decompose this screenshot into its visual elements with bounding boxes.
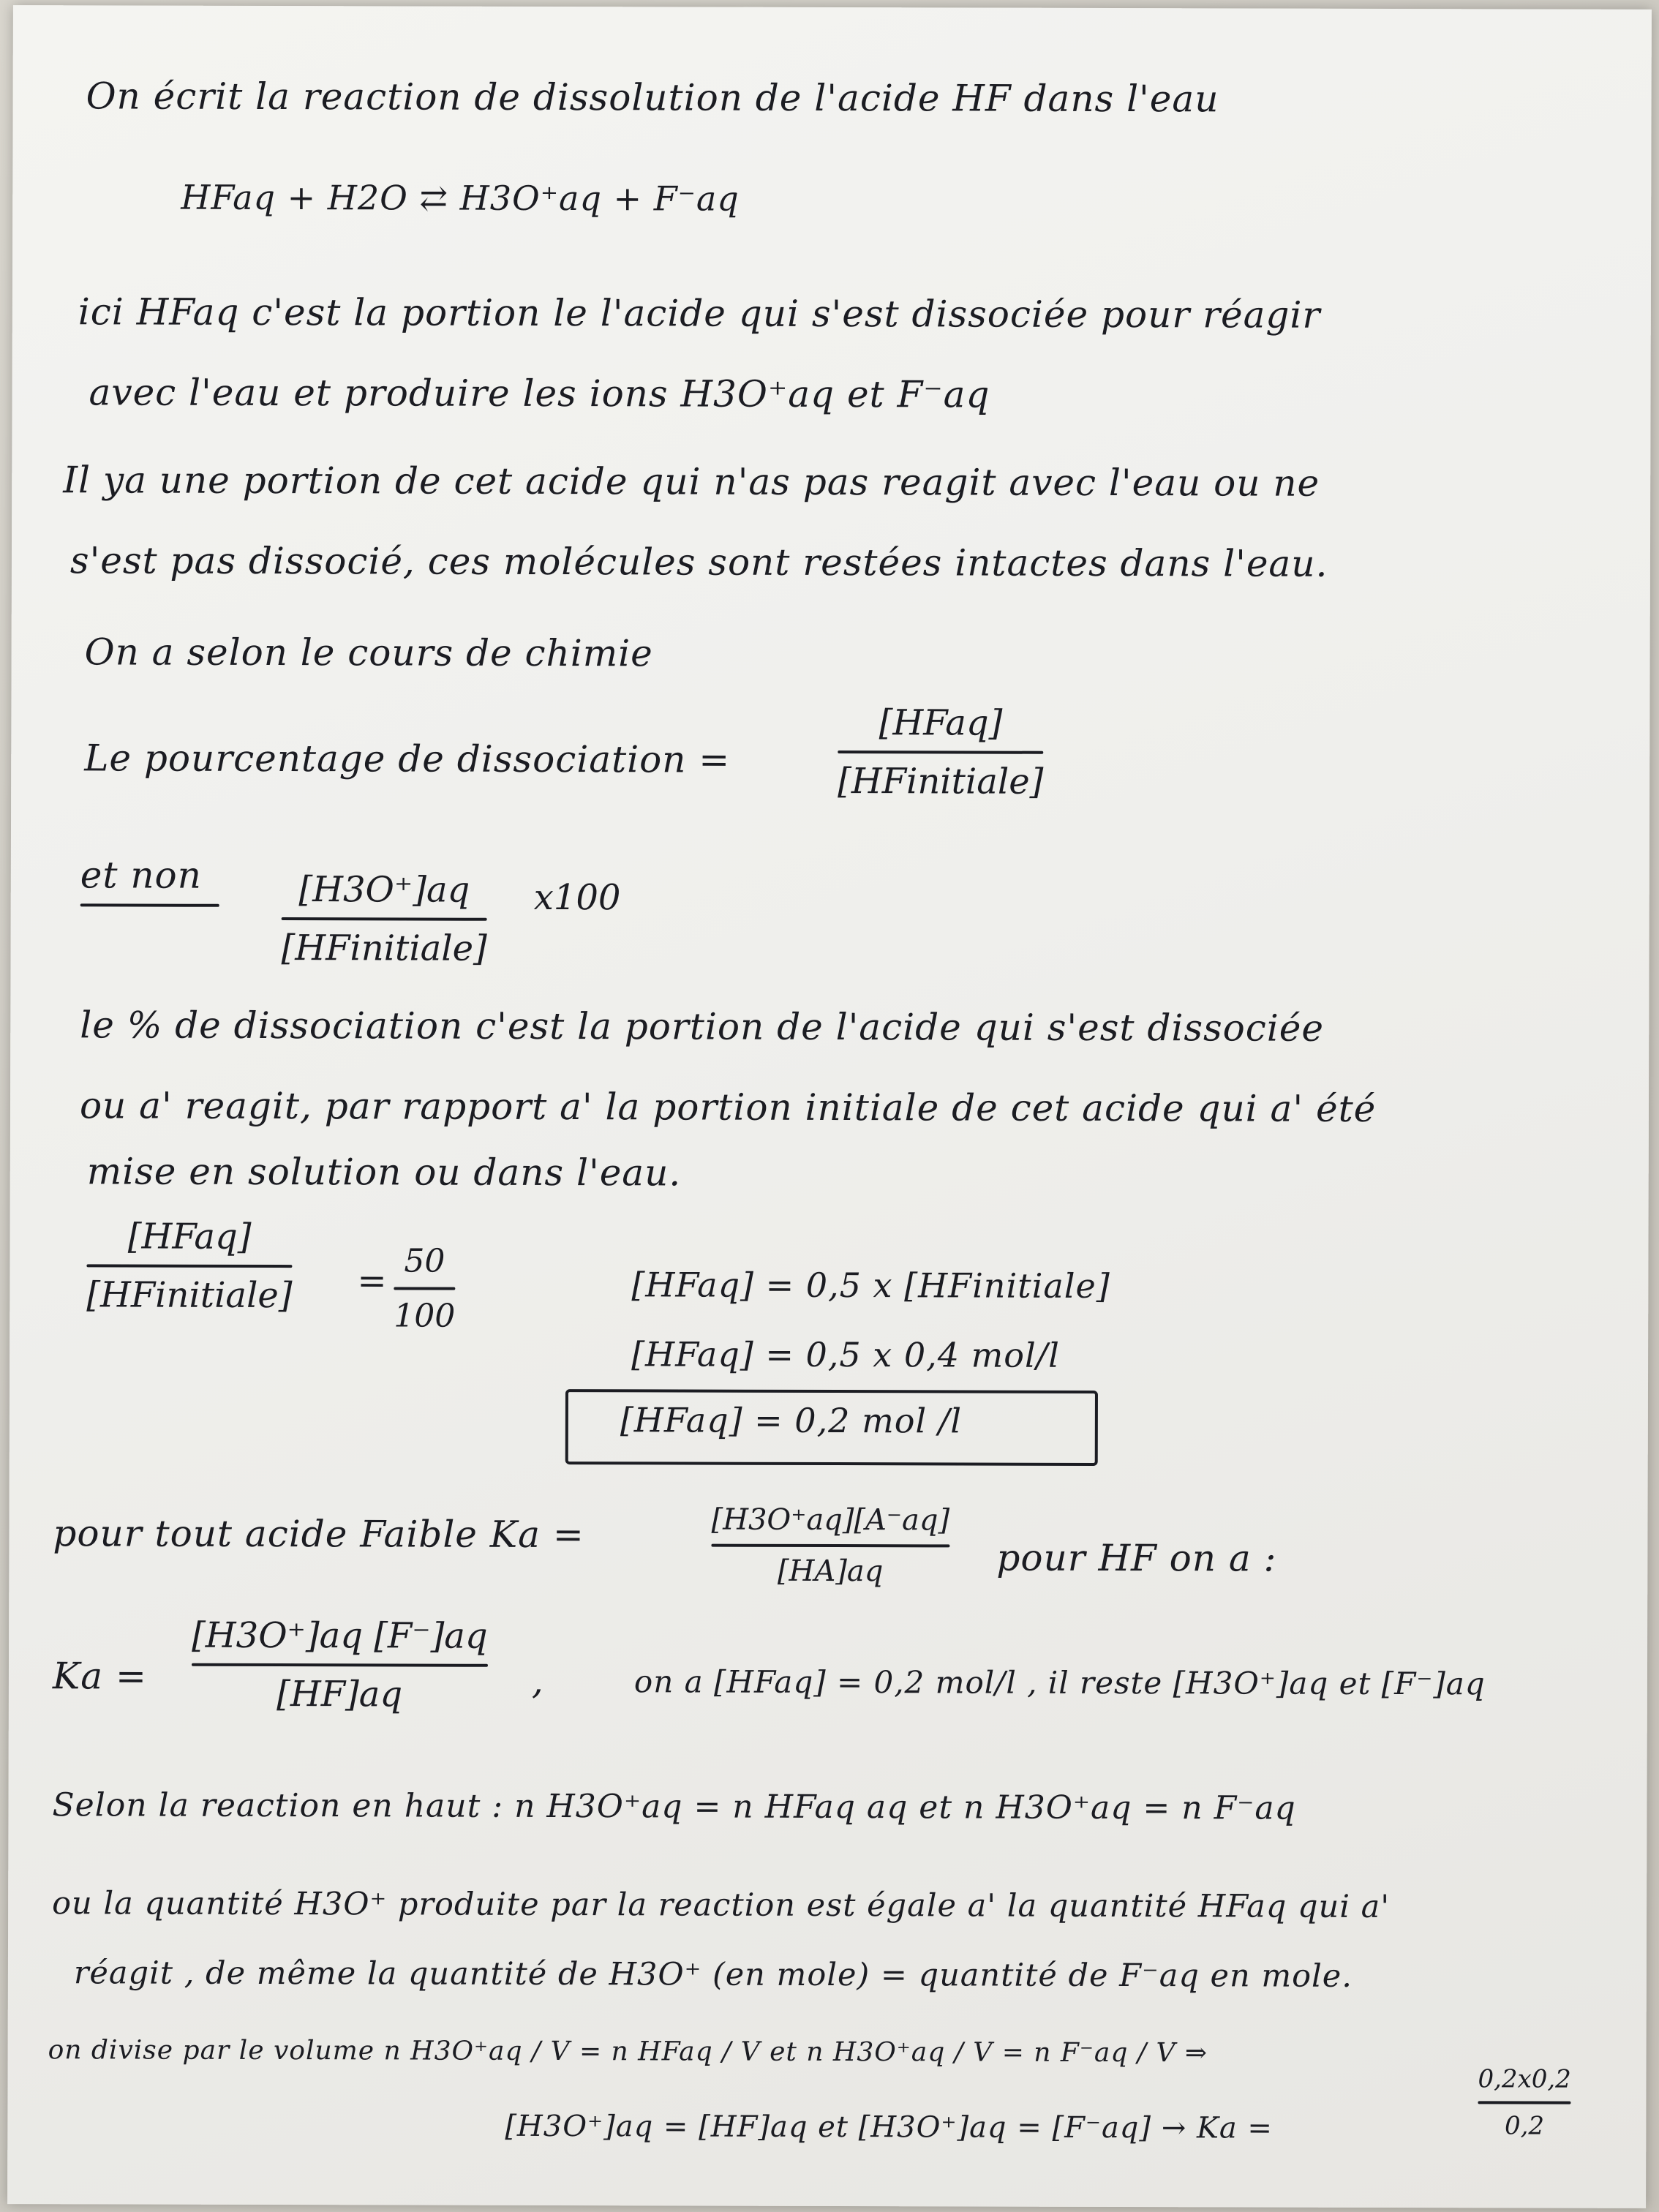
text-line-1: On écrit la reaction de dissolution de l'acide HF dans l'eau — [86, 75, 1219, 121]
text-line-22: [H3O⁺]aq = [HF]aq et [H3O⁺]aq = [F⁻aq] → Ka = — [505, 2109, 1274, 2145]
fraction-numerator: [H3O⁺]aq [F⁻]aq — [192, 1614, 488, 1657]
text-line-5: Il ya une portion de cet acide qui n'as pas reagit avec l'eau ou ne — [63, 459, 1320, 505]
text-line-20: réagit , de même la quantité de H3O⁺ (en mole) = quantité de F⁻aq en mole. — [73, 1955, 1353, 1995]
fraction-numerator: 0,2x0,2 — [1478, 2064, 1571, 2094]
fraction-numerator: 50 — [404, 1242, 445, 1280]
equals-sign: = — [357, 1260, 387, 1302]
fraction-ka-general — [711, 1503, 949, 1589]
fraction-denominator: 0,2 — [1504, 2111, 1545, 2141]
fraction-h3o-over-initial — [281, 869, 487, 969]
underline-et-non — [80, 903, 219, 906]
fraction-ka-hf — [192, 1615, 488, 1715]
fraction-numerator: [HFaq] — [879, 702, 1003, 744]
text-line-10: le % de dissociation c'est la portion de l'acide qui s'est dissociée — [80, 1004, 1325, 1050]
text-line-8: Le pourcentage de dissociation = — [84, 737, 731, 781]
text-line-17: on a [HFaq] = 0,2 mol/l , il reste [H3O⁺]aq et [F⁻]aq — [633, 1663, 1486, 1702]
text-line-19: ou la quantité H3O⁺ produite par la reaction est égale a' la quantité HFaq qui a' — [52, 1885, 1391, 1926]
fraction-bar — [394, 1287, 455, 1290]
fraction-bar — [192, 1663, 488, 1667]
text-line-18: Selon la reaction en haut : n H3O⁺aq = n HFaq aq et n H3O⁺aq = n F⁻aq — [52, 1786, 1296, 1827]
comma: , — [531, 1659, 544, 1702]
fraction-numerator: [HFaq] — [127, 1216, 252, 1257]
fraction-hfaq-over-initial — [86, 1216, 293, 1316]
fraction-dissociation — [838, 702, 1044, 802]
text-line-14: [HFaq] = 0,5 x 0,4 mol/l — [631, 1334, 1061, 1375]
fraction-bar — [1478, 2101, 1570, 2104]
fraction-numerator: [H3O⁺aq][A⁻aq] — [711, 1502, 950, 1538]
text-line-16b: pour HF on a : — [996, 1536, 1277, 1580]
paper-sheet — [7, 5, 1652, 2208]
text-line-21: on divise par le volume n H3O⁺aq / V = n HFaq / V et n H3O⁺aq / V = n F⁻aq / V ⇒ — [48, 2035, 1208, 2069]
fraction-denominator: [HFinitiale] — [838, 761, 1044, 802]
text-et-non: et non — [80, 854, 202, 897]
text-line-12: mise en solution ou dans l'eau. — [86, 1150, 682, 1195]
fraction-ka-value — [1478, 2064, 1571, 2140]
fraction-denominator: [HA]aq — [777, 1554, 884, 1589]
fraction-denominator: [HF]aq — [276, 1674, 403, 1715]
fraction-bar — [282, 917, 487, 921]
fraction-denominator: [HFinitiale] — [86, 1274, 293, 1317]
text-line-6: s'est pas dissocié, ces molécules sont restées intactes dans l'eau. — [69, 539, 1328, 585]
text-line-7: On a selon le cours de chimie — [84, 631, 653, 675]
boxed-result: [HFaq] = 0,2 mol /l — [620, 1400, 963, 1441]
text-line-4: avec l'eau et produire les ions H3O⁺aq et F⁻aq — [89, 371, 990, 416]
text-ka: Ka = — [52, 1655, 147, 1698]
fraction-numerator: [H3O⁺]aq — [298, 869, 470, 911]
fraction-50-over-100 — [394, 1242, 455, 1334]
text-line-13: [HFaq] = 0,5 x [HFinitiale] — [631, 1265, 1110, 1306]
fraction-bar — [711, 1544, 949, 1548]
text-line-16a: pour tout acide Faible Ka = — [53, 1512, 584, 1557]
fraction-denominator: [HFinitiale] — [281, 928, 487, 969]
fraction-bar — [86, 1264, 292, 1268]
times-100: x100 — [533, 876, 621, 919]
text-line-11: ou a' reagit, par rapport a' la portion initiale de cet acide qui a' été — [79, 1084, 1377, 1130]
text-line-3: ici HFaq c'est la portion le l'acide qui s'est dissociée pour réagir — [78, 290, 1321, 336]
reaction-equation: HFaq + H2O ⇄ H3O⁺aq + F⁻aq — [181, 177, 740, 219]
fraction-denominator: 100 — [394, 1297, 456, 1335]
fraction-bar — [838, 750, 1043, 754]
